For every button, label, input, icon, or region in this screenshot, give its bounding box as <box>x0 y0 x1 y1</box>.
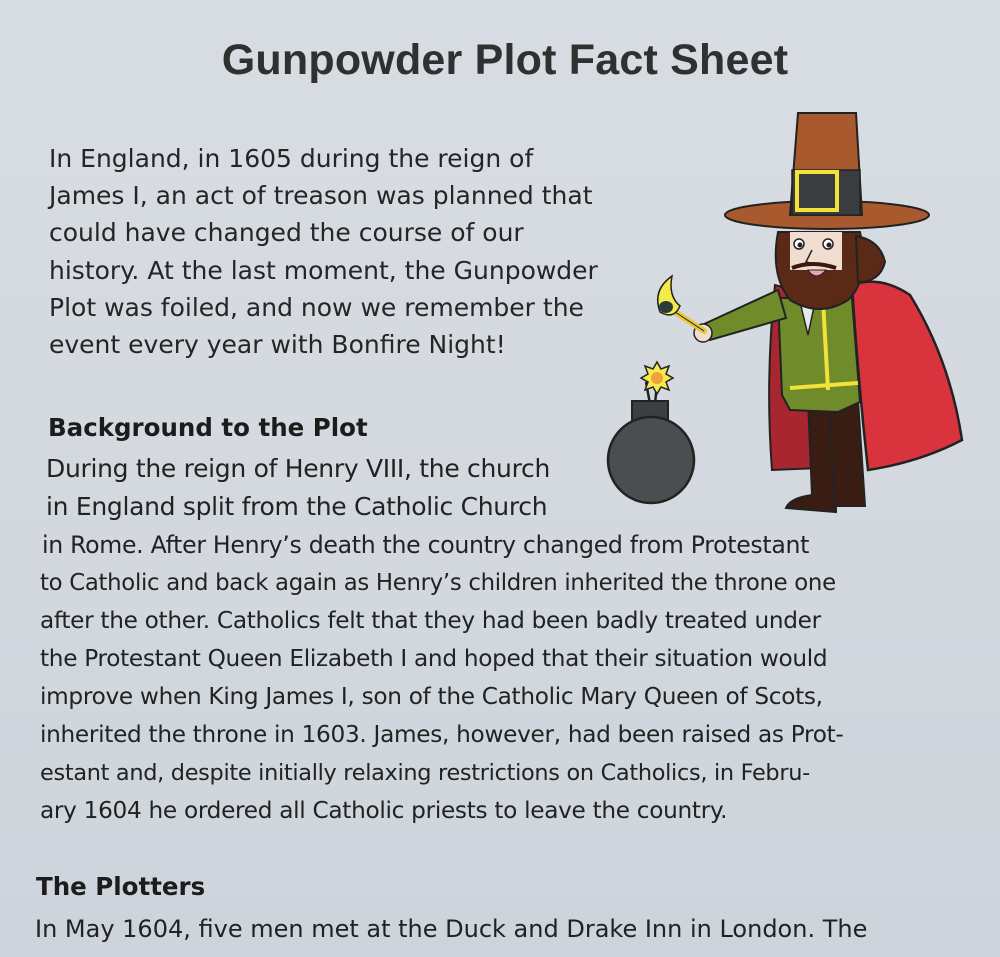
section-paragraph-plotters <box>35 910 995 948</box>
lit-match-icon <box>658 276 704 331</box>
paragraph-line: in England split from the Catholic Church <box>46 492 548 521</box>
guy-fawkes-illustration <box>600 100 1000 520</box>
paragraph-line: inherited the throne in 1603. James, however, had been raised as Prot- <box>40 721 844 748</box>
paragraph-line: to Catholic and back again as Henry’s children inherited the throne one <box>40 570 836 596</box>
intro-line: James I, an act of treason was planned that <box>49 181 593 211</box>
section-heading-plotters: The Plotters <box>36 872 206 901</box>
paragraph-line: estant and, despite initially relaxing restrictions on Catholics, in Febru- <box>40 760 810 786</box>
paragraph-line: the Protestant Queen Elizabeth I and hoped that their situation would <box>40 645 828 672</box>
intro-line: In England, in 1605 during the reign of <box>49 144 534 173</box>
bomb-icon <box>608 362 694 503</box>
paragraph-line: improve when King James I, son of the Catholic Mary Queen of Scots, <box>40 683 823 710</box>
paragraph-line: after the other. Catholics felt that they had been badly treated under <box>40 607 821 634</box>
paragraph-line: in Rome. After Henry’s death the country changed from Protestant <box>42 531 810 559</box>
intro-line: Plot was foiled, and now we remember the <box>49 292 584 322</box>
intro-paragraph <box>49 140 619 363</box>
intro-line: could have changed the course of our <box>49 218 524 248</box>
paragraph-line: ary 1604 he ordered all Catholic priests to leave the country. <box>40 797 728 824</box>
paragraph-line: During the reign of Henry VIII, the church <box>46 454 551 483</box>
intro-line: history. At the last moment, the Gunpowder <box>49 255 598 285</box>
hat-icon <box>725 113 929 229</box>
intro-line: event every year with Bonfire Night! <box>49 330 506 360</box>
section-heading-background: Background to the Plot <box>48 413 368 442</box>
page-title: Gunpowder Plot Fact Sheet <box>221 36 789 84</box>
paragraph-line: In May 1604, five men met at the Duck and Drake Inn in London. The <box>35 915 868 943</box>
